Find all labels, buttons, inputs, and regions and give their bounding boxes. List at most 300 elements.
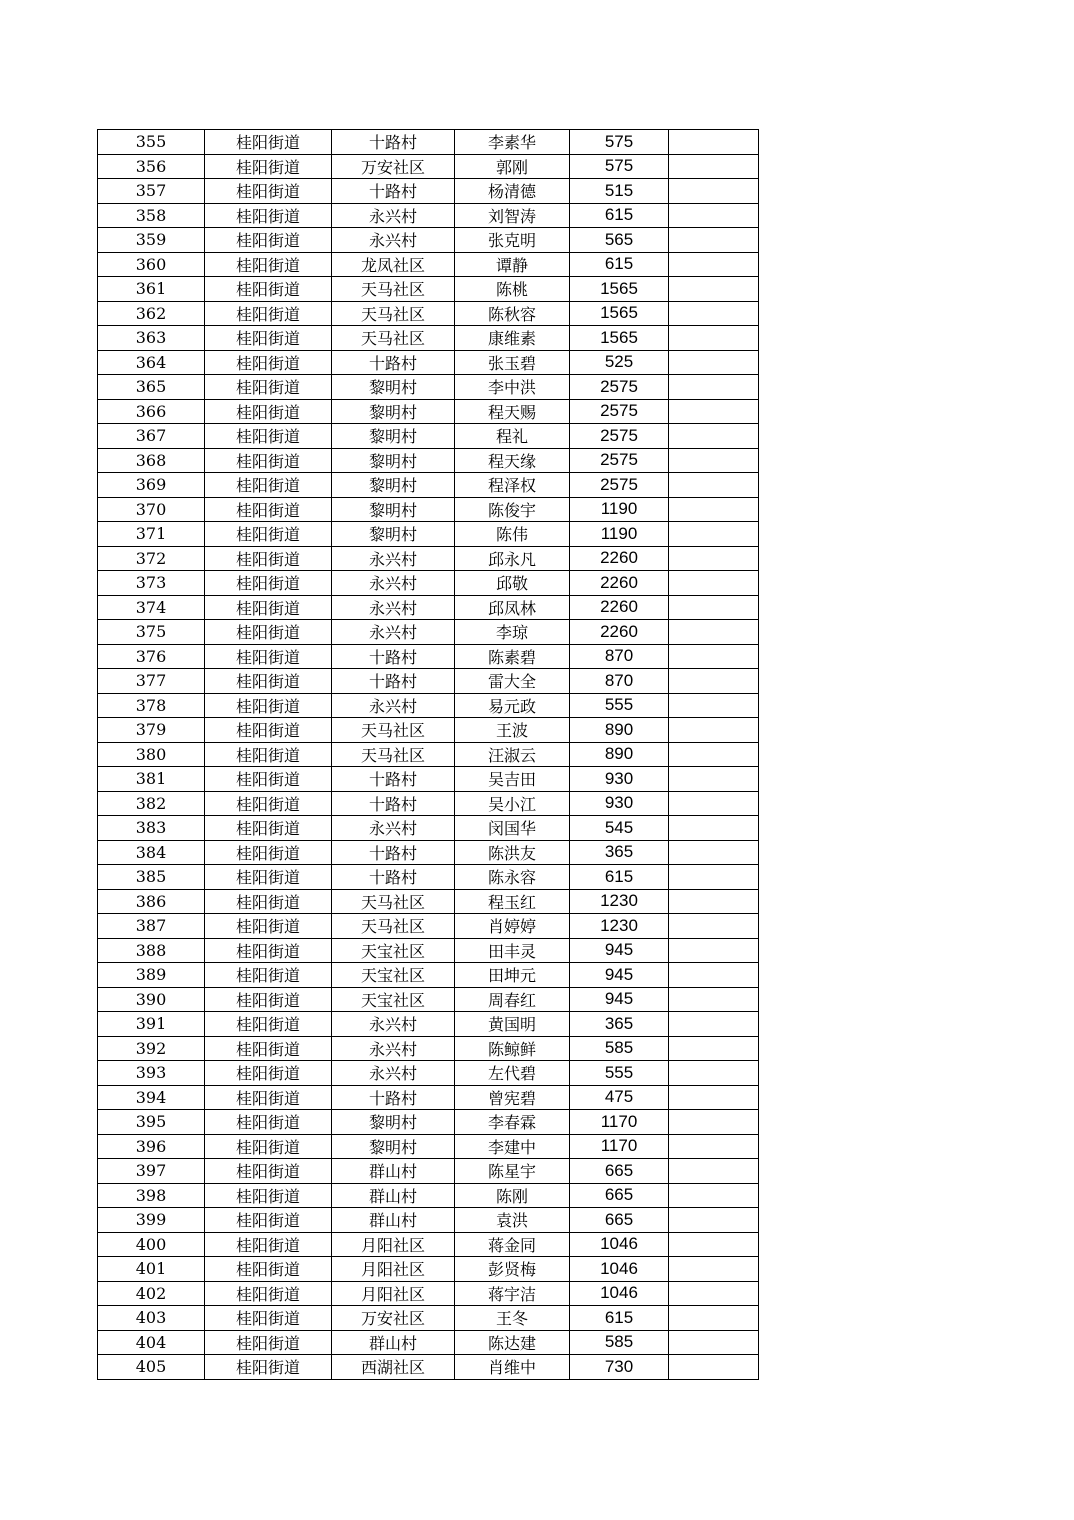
cell-amount: 545 [570, 816, 669, 841]
cell-name: 田丰灵 [455, 938, 570, 963]
cell-street: 桂阳街道 [205, 1306, 332, 1331]
cell-village: 永兴村 [332, 228, 455, 253]
cell-street: 桂阳街道 [205, 301, 332, 326]
cell-village: 天宝社区 [332, 963, 455, 988]
table-row [98, 448, 759, 473]
cell-amount: 615 [570, 203, 669, 228]
cell-amount: 1565 [570, 301, 669, 326]
table-row [98, 399, 759, 424]
cell-village: 万安社区 [332, 1306, 455, 1331]
cell-name: 邱永凡 [455, 546, 570, 571]
cell-note [669, 1110, 759, 1135]
table-row [98, 963, 759, 988]
cell-number: 376 [98, 644, 205, 669]
table-row [98, 424, 759, 449]
cell-village: 十路村 [332, 669, 455, 694]
cell-name: 田坤元 [455, 963, 570, 988]
cell-number: 387 [98, 914, 205, 939]
cell-name: 陈桃 [455, 277, 570, 302]
cell-village: 十路村 [332, 767, 455, 792]
cell-number: 375 [98, 620, 205, 645]
cell-street: 桂阳街道 [205, 840, 332, 865]
cell-village: 群山村 [332, 1183, 455, 1208]
cell-note [669, 203, 759, 228]
cell-note [669, 816, 759, 841]
cell-amount: 555 [570, 693, 669, 718]
cell-name: 邱敬 [455, 571, 570, 596]
cell-name: 程天缘 [455, 448, 570, 473]
cell-number: 390 [98, 987, 205, 1012]
cell-name: 蒋金同 [455, 1232, 570, 1257]
cell-number: 372 [98, 546, 205, 571]
cell-amount: 2260 [570, 571, 669, 596]
cell-name: 左代碧 [455, 1061, 570, 1086]
cell-note [669, 595, 759, 620]
cell-village: 永兴村 [332, 1012, 455, 1037]
cell-street: 桂阳街道 [205, 1036, 332, 1061]
cell-street: 桂阳街道 [205, 987, 332, 1012]
cell-amount: 665 [570, 1208, 669, 1233]
cell-village: 黎明村 [332, 399, 455, 424]
cell-village: 黎明村 [332, 1110, 455, 1135]
cell-note [669, 938, 759, 963]
cell-village: 天马社区 [332, 742, 455, 767]
cell-name: 王波 [455, 718, 570, 743]
cell-name: 李建中 [455, 1134, 570, 1159]
cell-village: 永兴村 [332, 571, 455, 596]
cell-street: 桂阳街道 [205, 448, 332, 473]
cell-village: 永兴村 [332, 595, 455, 620]
table-row [98, 1159, 759, 1184]
table-row [98, 1232, 759, 1257]
cell-amount: 1565 [570, 326, 669, 351]
cell-number: 357 [98, 179, 205, 204]
cell-name: 程泽权 [455, 473, 570, 498]
cell-street: 桂阳街道 [205, 252, 332, 277]
cell-amount: 870 [570, 669, 669, 694]
table-row [98, 987, 759, 1012]
cell-village: 黎明村 [332, 375, 455, 400]
cell-street: 桂阳街道 [205, 914, 332, 939]
cell-name: 肖维中 [455, 1355, 570, 1380]
cell-amount: 730 [570, 1355, 669, 1380]
cell-amount: 565 [570, 228, 669, 253]
cell-village: 天马社区 [332, 718, 455, 743]
cell-street: 桂阳街道 [205, 179, 332, 204]
table-row [98, 644, 759, 669]
cell-street: 桂阳街道 [205, 963, 332, 988]
cell-number: 360 [98, 252, 205, 277]
cell-amount: 615 [570, 865, 669, 890]
table-row [98, 1281, 759, 1306]
cell-amount: 890 [570, 718, 669, 743]
cell-amount: 665 [570, 1183, 669, 1208]
cell-number: 363 [98, 326, 205, 351]
cell-number: 361 [98, 277, 205, 302]
table-row [98, 1036, 759, 1061]
cell-note [669, 1134, 759, 1159]
cell-amount: 365 [570, 1012, 669, 1037]
cell-amount: 2260 [570, 595, 669, 620]
cell-street: 桂阳街道 [205, 546, 332, 571]
cell-village: 黎明村 [332, 1134, 455, 1159]
cell-street: 桂阳街道 [205, 1183, 332, 1208]
cell-number: 394 [98, 1085, 205, 1110]
table-row [98, 938, 759, 963]
cell-note [669, 277, 759, 302]
cell-village: 黎明村 [332, 522, 455, 547]
cell-note [669, 130, 759, 155]
cell-note [669, 350, 759, 375]
table-row [98, 375, 759, 400]
cell-street: 桂阳街道 [205, 424, 332, 449]
cell-number: 377 [98, 669, 205, 694]
cell-note [669, 865, 759, 890]
cell-name: 王冬 [455, 1306, 570, 1331]
cell-street: 桂阳街道 [205, 1208, 332, 1233]
cell-name: 李琼 [455, 620, 570, 645]
cell-number: 356 [98, 154, 205, 179]
cell-number: 392 [98, 1036, 205, 1061]
cell-village: 十路村 [332, 1085, 455, 1110]
cell-amount: 2575 [570, 448, 669, 473]
cell-street: 桂阳街道 [205, 203, 332, 228]
cell-amount: 945 [570, 987, 669, 1012]
cell-number: 382 [98, 791, 205, 816]
cell-street: 桂阳街道 [205, 620, 332, 645]
cell-street: 桂阳街道 [205, 938, 332, 963]
cell-street: 桂阳街道 [205, 571, 332, 596]
cell-village: 西湖社区 [332, 1355, 455, 1380]
cell-street: 桂阳街道 [205, 718, 332, 743]
table-row [98, 816, 759, 841]
cell-village: 十路村 [332, 179, 455, 204]
cell-street: 桂阳街道 [205, 693, 332, 718]
cell-number: 381 [98, 767, 205, 792]
cell-number: 385 [98, 865, 205, 890]
cell-village: 天宝社区 [332, 938, 455, 963]
cell-amount: 585 [570, 1330, 669, 1355]
cell-street: 桂阳街道 [205, 865, 332, 890]
cell-amount: 2260 [570, 620, 669, 645]
cell-number: 369 [98, 473, 205, 498]
table-row [98, 277, 759, 302]
cell-number: 362 [98, 301, 205, 326]
data-table [97, 129, 759, 1380]
cell-village: 群山村 [332, 1159, 455, 1184]
table-row [98, 252, 759, 277]
cell-amount: 475 [570, 1085, 669, 1110]
cell-number: 374 [98, 595, 205, 620]
cell-note [669, 1281, 759, 1306]
cell-number: 405 [98, 1355, 205, 1380]
cell-name: 邱凤林 [455, 595, 570, 620]
cell-note [669, 718, 759, 743]
table-row [98, 546, 759, 571]
cell-amount: 1046 [570, 1232, 669, 1257]
table-row [98, 914, 759, 939]
cell-amount: 930 [570, 791, 669, 816]
cell-street: 桂阳街道 [205, 1012, 332, 1037]
cell-number: 367 [98, 424, 205, 449]
cell-street: 桂阳街道 [205, 669, 332, 694]
cell-name: 程玉红 [455, 889, 570, 914]
cell-name: 蒋宇洁 [455, 1281, 570, 1306]
cell-note [669, 522, 759, 547]
cell-number: 359 [98, 228, 205, 253]
cell-number: 391 [98, 1012, 205, 1037]
cell-amount: 1170 [570, 1134, 669, 1159]
cell-amount: 945 [570, 938, 669, 963]
table-row [98, 228, 759, 253]
cell-note [669, 669, 759, 694]
cell-note [669, 1306, 759, 1331]
cell-note [669, 326, 759, 351]
table-row [98, 767, 759, 792]
cell-name: 张克明 [455, 228, 570, 253]
table-row [98, 1330, 759, 1355]
cell-note [669, 1012, 759, 1037]
cell-name: 曾宪碧 [455, 1085, 570, 1110]
cell-amount: 2575 [570, 375, 669, 400]
cell-amount: 1190 [570, 522, 669, 547]
table-row [98, 1183, 759, 1208]
cell-village: 月阳社区 [332, 1281, 455, 1306]
table-row [98, 154, 759, 179]
cell-number: 378 [98, 693, 205, 718]
cell-name: 陈星宇 [455, 1159, 570, 1184]
table-row [98, 203, 759, 228]
cell-village: 永兴村 [332, 1036, 455, 1061]
cell-number: 384 [98, 840, 205, 865]
cell-note [669, 448, 759, 473]
cell-street: 桂阳街道 [205, 277, 332, 302]
cell-number: 383 [98, 816, 205, 841]
table-row [98, 889, 759, 914]
cell-number: 358 [98, 203, 205, 228]
cell-note [669, 889, 759, 914]
cell-name: 雷大全 [455, 669, 570, 694]
cell-village: 天马社区 [332, 889, 455, 914]
cell-note [669, 179, 759, 204]
cell-street: 桂阳街道 [205, 889, 332, 914]
table-row [98, 326, 759, 351]
cell-amount: 575 [570, 154, 669, 179]
cell-number: 393 [98, 1061, 205, 1086]
cell-note [669, 791, 759, 816]
cell-amount: 525 [570, 350, 669, 375]
cell-village: 十路村 [332, 865, 455, 890]
cell-number: 380 [98, 742, 205, 767]
cell-village: 天马社区 [332, 301, 455, 326]
cell-amount: 1230 [570, 889, 669, 914]
cell-village: 天马社区 [332, 277, 455, 302]
cell-name: 周春红 [455, 987, 570, 1012]
cell-note [669, 963, 759, 988]
cell-name: 郭刚 [455, 154, 570, 179]
cell-note [669, 301, 759, 326]
cell-note [669, 546, 759, 571]
cell-note [669, 914, 759, 939]
cell-amount: 2575 [570, 399, 669, 424]
table-row [98, 791, 759, 816]
table-row [98, 1355, 759, 1380]
cell-number: 400 [98, 1232, 205, 1257]
cell-number: 368 [98, 448, 205, 473]
cell-number: 365 [98, 375, 205, 400]
cell-note [669, 767, 759, 792]
table-row [98, 693, 759, 718]
table-row [98, 742, 759, 767]
cell-note [669, 399, 759, 424]
table-row [98, 473, 759, 498]
table-row [98, 1110, 759, 1135]
cell-name: 陈达建 [455, 1330, 570, 1355]
cell-amount: 930 [570, 767, 669, 792]
table-row [98, 350, 759, 375]
cell-village: 群山村 [332, 1208, 455, 1233]
cell-name: 吴吉田 [455, 767, 570, 792]
table-body [98, 130, 759, 1380]
table-row [98, 669, 759, 694]
cell-village: 群山村 [332, 1330, 455, 1355]
cell-street: 桂阳街道 [205, 228, 332, 253]
cell-street: 桂阳街道 [205, 522, 332, 547]
cell-street: 桂阳街道 [205, 791, 332, 816]
cell-number: 386 [98, 889, 205, 914]
cell-note [669, 1232, 759, 1257]
cell-name: 吴小江 [455, 791, 570, 816]
cell-note [669, 1036, 759, 1061]
cell-number: 388 [98, 938, 205, 963]
cell-village: 月阳社区 [332, 1232, 455, 1257]
cell-village: 龙凤社区 [332, 252, 455, 277]
cell-street: 桂阳街道 [205, 375, 332, 400]
cell-name: 陈鲸鲜 [455, 1036, 570, 1061]
cell-street: 桂阳街道 [205, 1355, 332, 1380]
table-row [98, 1257, 759, 1282]
table-row [98, 1134, 759, 1159]
cell-number: 397 [98, 1159, 205, 1184]
cell-village: 十路村 [332, 840, 455, 865]
table-row [98, 1061, 759, 1086]
table-row [98, 1208, 759, 1233]
cell-number: 396 [98, 1134, 205, 1159]
cell-street: 桂阳街道 [205, 767, 332, 792]
cell-name: 陈洪友 [455, 840, 570, 865]
cell-name: 陈刚 [455, 1183, 570, 1208]
cell-name: 李中洪 [455, 375, 570, 400]
cell-amount: 665 [570, 1159, 669, 1184]
cell-village: 十路村 [332, 130, 455, 155]
table-row [98, 497, 759, 522]
cell-note [669, 620, 759, 645]
cell-street: 桂阳街道 [205, 1232, 332, 1257]
cell-name: 肖婷婷 [455, 914, 570, 939]
cell-name: 李素华 [455, 130, 570, 155]
cell-amount: 1046 [570, 1281, 669, 1306]
cell-note [669, 154, 759, 179]
cell-amount: 515 [570, 179, 669, 204]
cell-village: 十路村 [332, 350, 455, 375]
table-row [98, 1085, 759, 1110]
cell-note [669, 1355, 759, 1380]
table-row [98, 840, 759, 865]
cell-note [669, 473, 759, 498]
cell-name: 陈秋容 [455, 301, 570, 326]
cell-number: 395 [98, 1110, 205, 1135]
cell-amount: 575 [570, 130, 669, 155]
cell-street: 桂阳街道 [205, 154, 332, 179]
cell-village: 天马社区 [332, 914, 455, 939]
cell-name: 杨清德 [455, 179, 570, 204]
cell-note [669, 228, 759, 253]
cell-amount: 2260 [570, 546, 669, 571]
cell-amount: 1046 [570, 1257, 669, 1282]
cell-village: 永兴村 [332, 620, 455, 645]
cell-village: 黎明村 [332, 497, 455, 522]
cell-name: 谭静 [455, 252, 570, 277]
table-row [98, 522, 759, 547]
cell-note [669, 987, 759, 1012]
cell-name: 程礼 [455, 424, 570, 449]
cell-amount: 615 [570, 252, 669, 277]
cell-amount: 890 [570, 742, 669, 767]
cell-name: 陈俊宇 [455, 497, 570, 522]
cell-note [669, 1159, 759, 1184]
cell-note [669, 497, 759, 522]
table-row [98, 130, 759, 155]
cell-amount: 365 [570, 840, 669, 865]
cell-street: 桂阳街道 [205, 1330, 332, 1355]
cell-name: 刘智涛 [455, 203, 570, 228]
cell-amount: 2575 [570, 473, 669, 498]
cell-note [669, 252, 759, 277]
cell-village: 万安社区 [332, 154, 455, 179]
cell-street: 桂阳街道 [205, 1085, 332, 1110]
cell-number: 370 [98, 497, 205, 522]
cell-note [669, 375, 759, 400]
cell-note [669, 1085, 759, 1110]
table-row [98, 620, 759, 645]
cell-amount: 870 [570, 644, 669, 669]
cell-village: 黎明村 [332, 448, 455, 473]
cell-street: 桂阳街道 [205, 1159, 332, 1184]
cell-village: 十路村 [332, 644, 455, 669]
cell-name: 程天赐 [455, 399, 570, 424]
cell-number: 379 [98, 718, 205, 743]
cell-name: 陈素碧 [455, 644, 570, 669]
cell-street: 桂阳街道 [205, 130, 332, 155]
cell-street: 桂阳街道 [205, 1257, 332, 1282]
table-row [98, 718, 759, 743]
cell-amount: 2575 [570, 424, 669, 449]
cell-amount: 1190 [570, 497, 669, 522]
cell-village: 天宝社区 [332, 987, 455, 1012]
cell-number: 404 [98, 1330, 205, 1355]
cell-name: 闵国华 [455, 816, 570, 841]
cell-number: 373 [98, 571, 205, 596]
cell-number: 364 [98, 350, 205, 375]
cell-village: 永兴村 [332, 203, 455, 228]
cell-amount: 615 [570, 1306, 669, 1331]
cell-amount: 1230 [570, 914, 669, 939]
cell-number: 389 [98, 963, 205, 988]
cell-note [669, 1257, 759, 1282]
cell-street: 桂阳街道 [205, 399, 332, 424]
cell-name: 李春霖 [455, 1110, 570, 1135]
cell-note [669, 742, 759, 767]
